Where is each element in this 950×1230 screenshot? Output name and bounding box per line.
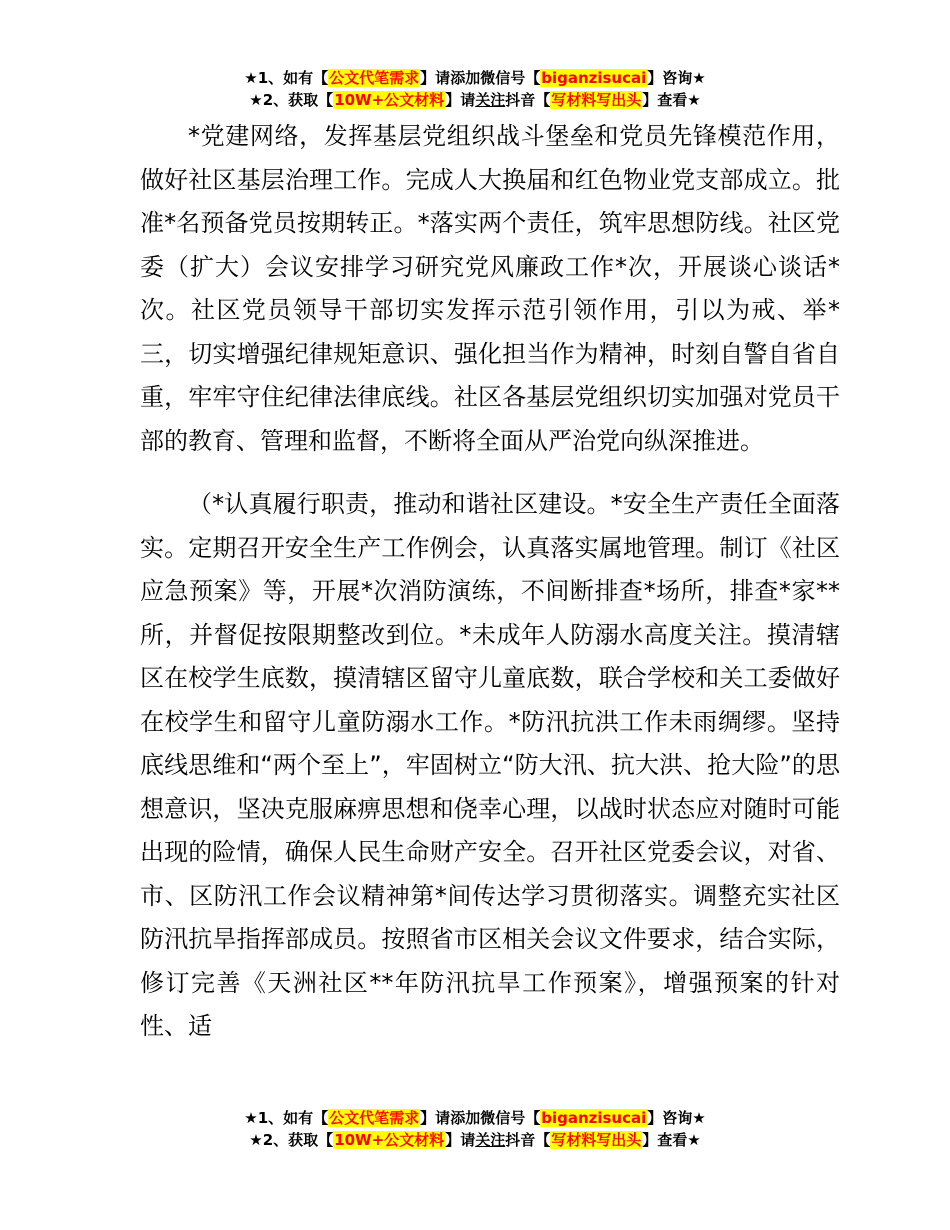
highlight-wechat-id: biganzisucai xyxy=(541,69,647,87)
header-line-1-suffix: 】咨询★ xyxy=(647,69,706,87)
footer-line-1-middle: 】请 xyxy=(420,1109,451,1127)
header-line-1-middle: 】请 xyxy=(420,69,451,87)
header-line-1-middle-2: 微信号【 xyxy=(480,69,541,87)
header-line-2-middle: 】请 xyxy=(445,91,476,109)
header-line-2-emph: 关注 xyxy=(475,91,506,109)
header-line-1 xyxy=(0,67,950,89)
footer-highlight-douyin-account: 写材料写出头 xyxy=(551,1131,642,1149)
footer-highlight-service: 公文代笔需求 xyxy=(329,1109,420,1127)
paragraph-community-safety: （*认真履行职责，推动和谐社区建设。*安全生产责任全面落实。定期召开安全生产工作例会，认真落实属地管理。制订《社区应急预案》等，开展*次消防演练，不间断排查*场所，排查*家**所，并督促按限期整改到位。*未成年人防溺水高度关注。摸清辖区在校学生底数，摸清辖区留守儿童底数，联合学校和关工委做好在校学生和留守儿童防溺水工作。*防汛抗洪工作未雨绸缪。坚持底线思维和“两个至上”，牢固树立“防大汛、抗大洪、抢大险”的思想意识，坚决克服麻痹思想和侥幸心理，以战时状态应对随时可能出现的险情，确保人民生命财产安全。召开社区党委会议，对省、市、区防汛工作会议精神第*间传达学习贯彻落实。调整充实社区防汛抗旱指挥部成员。按照省市区相关会议文件要求，结合实际，修订完善《天洲社区**年防汛抗旱工作预案》，增强预案的针对性、适 xyxy=(140,490,840,1040)
footer-line-1-emph: 添加 xyxy=(450,1109,481,1127)
header-line-1-emph: 添加 xyxy=(450,69,481,87)
highlight-douyin-account: 写材料写出头 xyxy=(551,91,642,109)
footer-line-1-middle-2: 微信号【 xyxy=(480,1109,541,1127)
header-line-2-prefix: ★2、获取【 xyxy=(249,91,334,109)
header-line-2-suffix: 】查看★ xyxy=(642,91,701,109)
footer-line-1-prefix: ★1、如有【 xyxy=(244,1109,329,1127)
header-line-1-prefix: ★1、如有【 xyxy=(244,69,329,87)
header-line-2-middle-2: 抖音【 xyxy=(505,91,551,109)
footer-line-2-suffix: 】查看★ xyxy=(642,1131,701,1149)
footer-line-2-emph: 关注 xyxy=(475,1131,506,1149)
footer-line-2 xyxy=(0,1129,950,1151)
document-body xyxy=(140,115,840,1049)
header-line-2 xyxy=(0,89,950,111)
footer-highlight-wechat-id: biganzisucai xyxy=(541,1109,647,1127)
header-banner xyxy=(0,67,950,111)
footer-line-2-middle: 】请 xyxy=(445,1131,476,1149)
highlight-materials: 10W+公文材料 xyxy=(334,91,445,109)
paragraph-party-building: *党建网络，发挥基层党组织战斗堡垒和党员先锋模范作用，做好社区基层治理工作。完成人大换届和红色物业党支部成立。批准*名预备党员按期转正。*落实两个责任，筑牢思想防线。社区党委（扩大）会议安排学习研究党风廉政工作*次，开展谈心谈话*次。社区党员领导干部切实发挥示范引领作用，引以为戒、举*三，切实增强纪律规矩意识、强化担当作为精神，时刻自警自省自重，牢牢守住纪律法律底线。社区各基层党组织切实加强对党员干部的教育、管理和监督，不断将全面从严治党向纵深推进。 xyxy=(140,122,840,455)
footer-line-1-suffix: 】咨询★ xyxy=(647,1109,706,1127)
footer-line-2-middle-2: 抖音【 xyxy=(505,1131,551,1149)
footer-banner xyxy=(0,1107,950,1151)
footer-highlight-materials: 10W+公文材料 xyxy=(334,1131,445,1149)
highlight-service: 公文代笔需求 xyxy=(329,69,420,87)
footer-line-2-prefix: ★2、获取【 xyxy=(249,1131,334,1149)
footer-line-1 xyxy=(0,1107,950,1129)
